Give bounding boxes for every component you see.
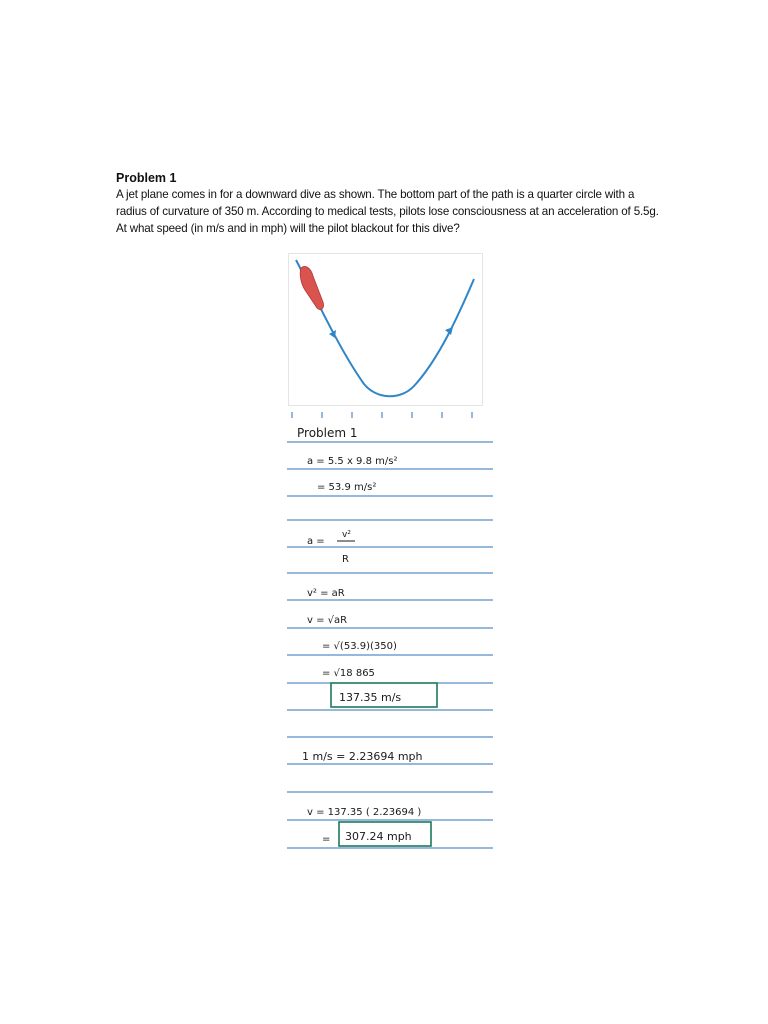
problem-line-3: At what speed (in m/s and in mph) will the pilot blackout for this dive? (116, 222, 460, 235)
dive-path-curve (296, 260, 474, 396)
notebook-ticks (292, 412, 472, 418)
problem-statement (116, 170, 676, 237)
notes-heading: Problem 1 (297, 426, 358, 440)
handwritten-solution (287, 410, 497, 860)
notes-line-substitution: = √(53.9)(350) (322, 641, 397, 652)
notes-result-equals: = (322, 834, 331, 845)
dive-path-figure (288, 253, 483, 406)
result-mph: 307.24 mph (345, 830, 412, 843)
notes-formula-denominator: R (342, 554, 349, 565)
notes-formula-numerator: v² (342, 530, 351, 540)
problem-line-1: A jet plane comes in for a downward dive as shown. The bottom part of the path is a quarter circle with a (116, 188, 635, 201)
notes-line-vmph: v = 137.35 ( 2.23694 ) (307, 807, 422, 818)
notes-line-a1: a = 5.5 x 9.8 m/s² (307, 456, 398, 467)
notes-formula-a: a = (307, 536, 325, 547)
notes-line-a2: = 53.9 m/s² (317, 482, 377, 493)
problem-title: Problem 1 (116, 171, 177, 185)
jet-plane-icon (300, 266, 323, 309)
notes-line-sqrt: = √18 865 (322, 668, 375, 679)
notes-conversion: 1 m/s = 2.23694 mph (302, 750, 423, 763)
notes-line-v: v = √aR (307, 615, 348, 626)
result-ms: 137.35 m/s (339, 691, 402, 704)
notes-line-v2: v² = aR (307, 588, 345, 599)
problem-line-2: radius of curvature of 350 m. According to medical tests, pilots lose consciousness at an acceleration of 5.5g. (116, 205, 659, 218)
